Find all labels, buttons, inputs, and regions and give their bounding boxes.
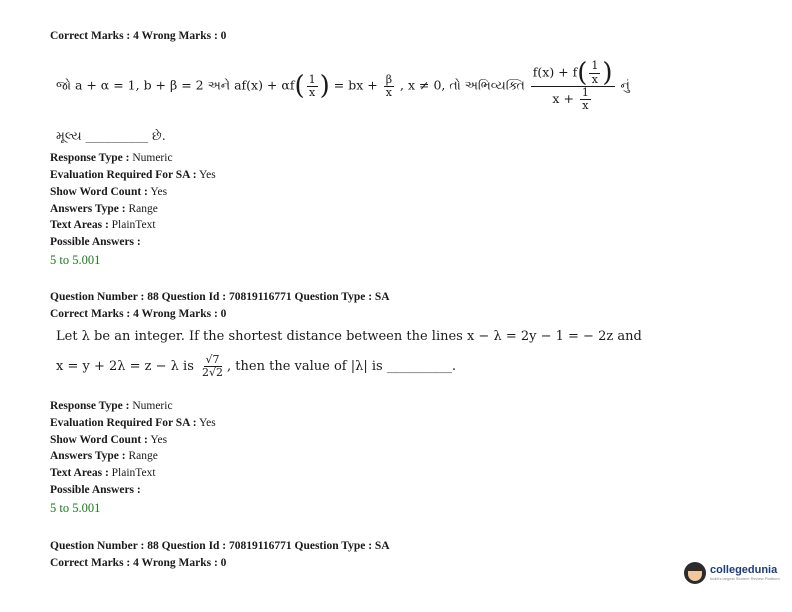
q2-answer-blank: __________.: [386, 359, 456, 375]
q1-question-text: જો a + α = 1, b + β = 2 અને af(x) + αf( $\frac{1}{x}$ ) = bx + $\frac{\beta}{x}$ , x ≠ 0, તો અભિવ્યક્તિ f(x) + f( $\frac{1}{x}$ ) x + $\frac{1}{x}$ નું: [56, 58, 630, 113]
q1-condition: a + α = 1, b + β = 2: [74, 77, 204, 93]
q2-possible-label: Possible Answers :: [50, 484, 141, 496]
q1-response-type: Response Type : Numeric: [50, 152, 173, 164]
q1-eval: Evaluation Required For SA : Yes: [50, 169, 216, 181]
collegedunia-logo: [684, 562, 780, 584]
q1-prefix: જો: [56, 77, 71, 93]
q2-question-text-2: x = y + 2λ = z − λ is $\frac{√7}{2√2}$ , then the value of |λ| is __________.: [56, 353, 456, 380]
q1-expression: f(x) + f( $\frac{1}{x}$ ) x + $\frac{1}{x}$: [532, 58, 613, 113]
q1-marks-line: Correct Marks : 4 Wrong Marks : 0: [50, 30, 227, 42]
q2-eval: Evaluation Required For SA : Yes: [50, 417, 216, 429]
q2-question-text-1: Let λ be an integer. If the shortest distance between the lines x − λ = 2y − 1 = − 2z and: [56, 329, 642, 344]
q2-answers-type: Answers Type : Range: [50, 450, 158, 462]
q1-word-count: Show Word Count : Yes: [50, 186, 168, 198]
q2-response-type: Response Type : Numeric: [50, 400, 173, 412]
q2-text-areas: Text Areas : PlainText: [50, 467, 156, 479]
q1-nu: નું: [620, 77, 630, 93]
q1-value-line: મૂલ્ય __________ છે.: [56, 128, 166, 143]
q2-header: Question Number : 88 Question Id : 70819116771 Question Type : SA: [50, 291, 390, 303]
q2-possible-answers: 5 to 5.001: [50, 501, 101, 515]
q1-possible-label: Possible Answers :: [50, 236, 141, 248]
q1-answers-type: Answers Type : Range: [50, 203, 158, 215]
q1-eq-rhs: = bx +: [333, 77, 378, 93]
q1-ane: અને: [207, 77, 231, 93]
q3-header: Question Number : 88 Question Id : 70819116771 Question Type : SA: [50, 540, 390, 552]
q2-marks-line: Correct Marks : 4 Wrong Marks : 0: [50, 308, 227, 320]
logo-name: collegedunia: [710, 564, 778, 576]
q1-eq-lhs: af(x) + αf: [234, 77, 295, 93]
mascot-icon: [684, 562, 706, 584]
logo-tagline: India's largest Student Review Platform: [710, 576, 780, 581]
q1-possible-answers: 5 to 5.001: [50, 253, 101, 267]
q1-text-areas: Text Areas : PlainText: [50, 219, 156, 231]
q2-word-count: Show Word Count : Yes: [50, 434, 168, 446]
q1-xne0: , x ≠ 0, તો અભિવ્યક્તિ: [400, 77, 525, 93]
q1-answer-blank: __________: [85, 128, 149, 143]
q3-marks-line: Correct Marks : 4 Wrong Marks : 0: [50, 557, 227, 569]
